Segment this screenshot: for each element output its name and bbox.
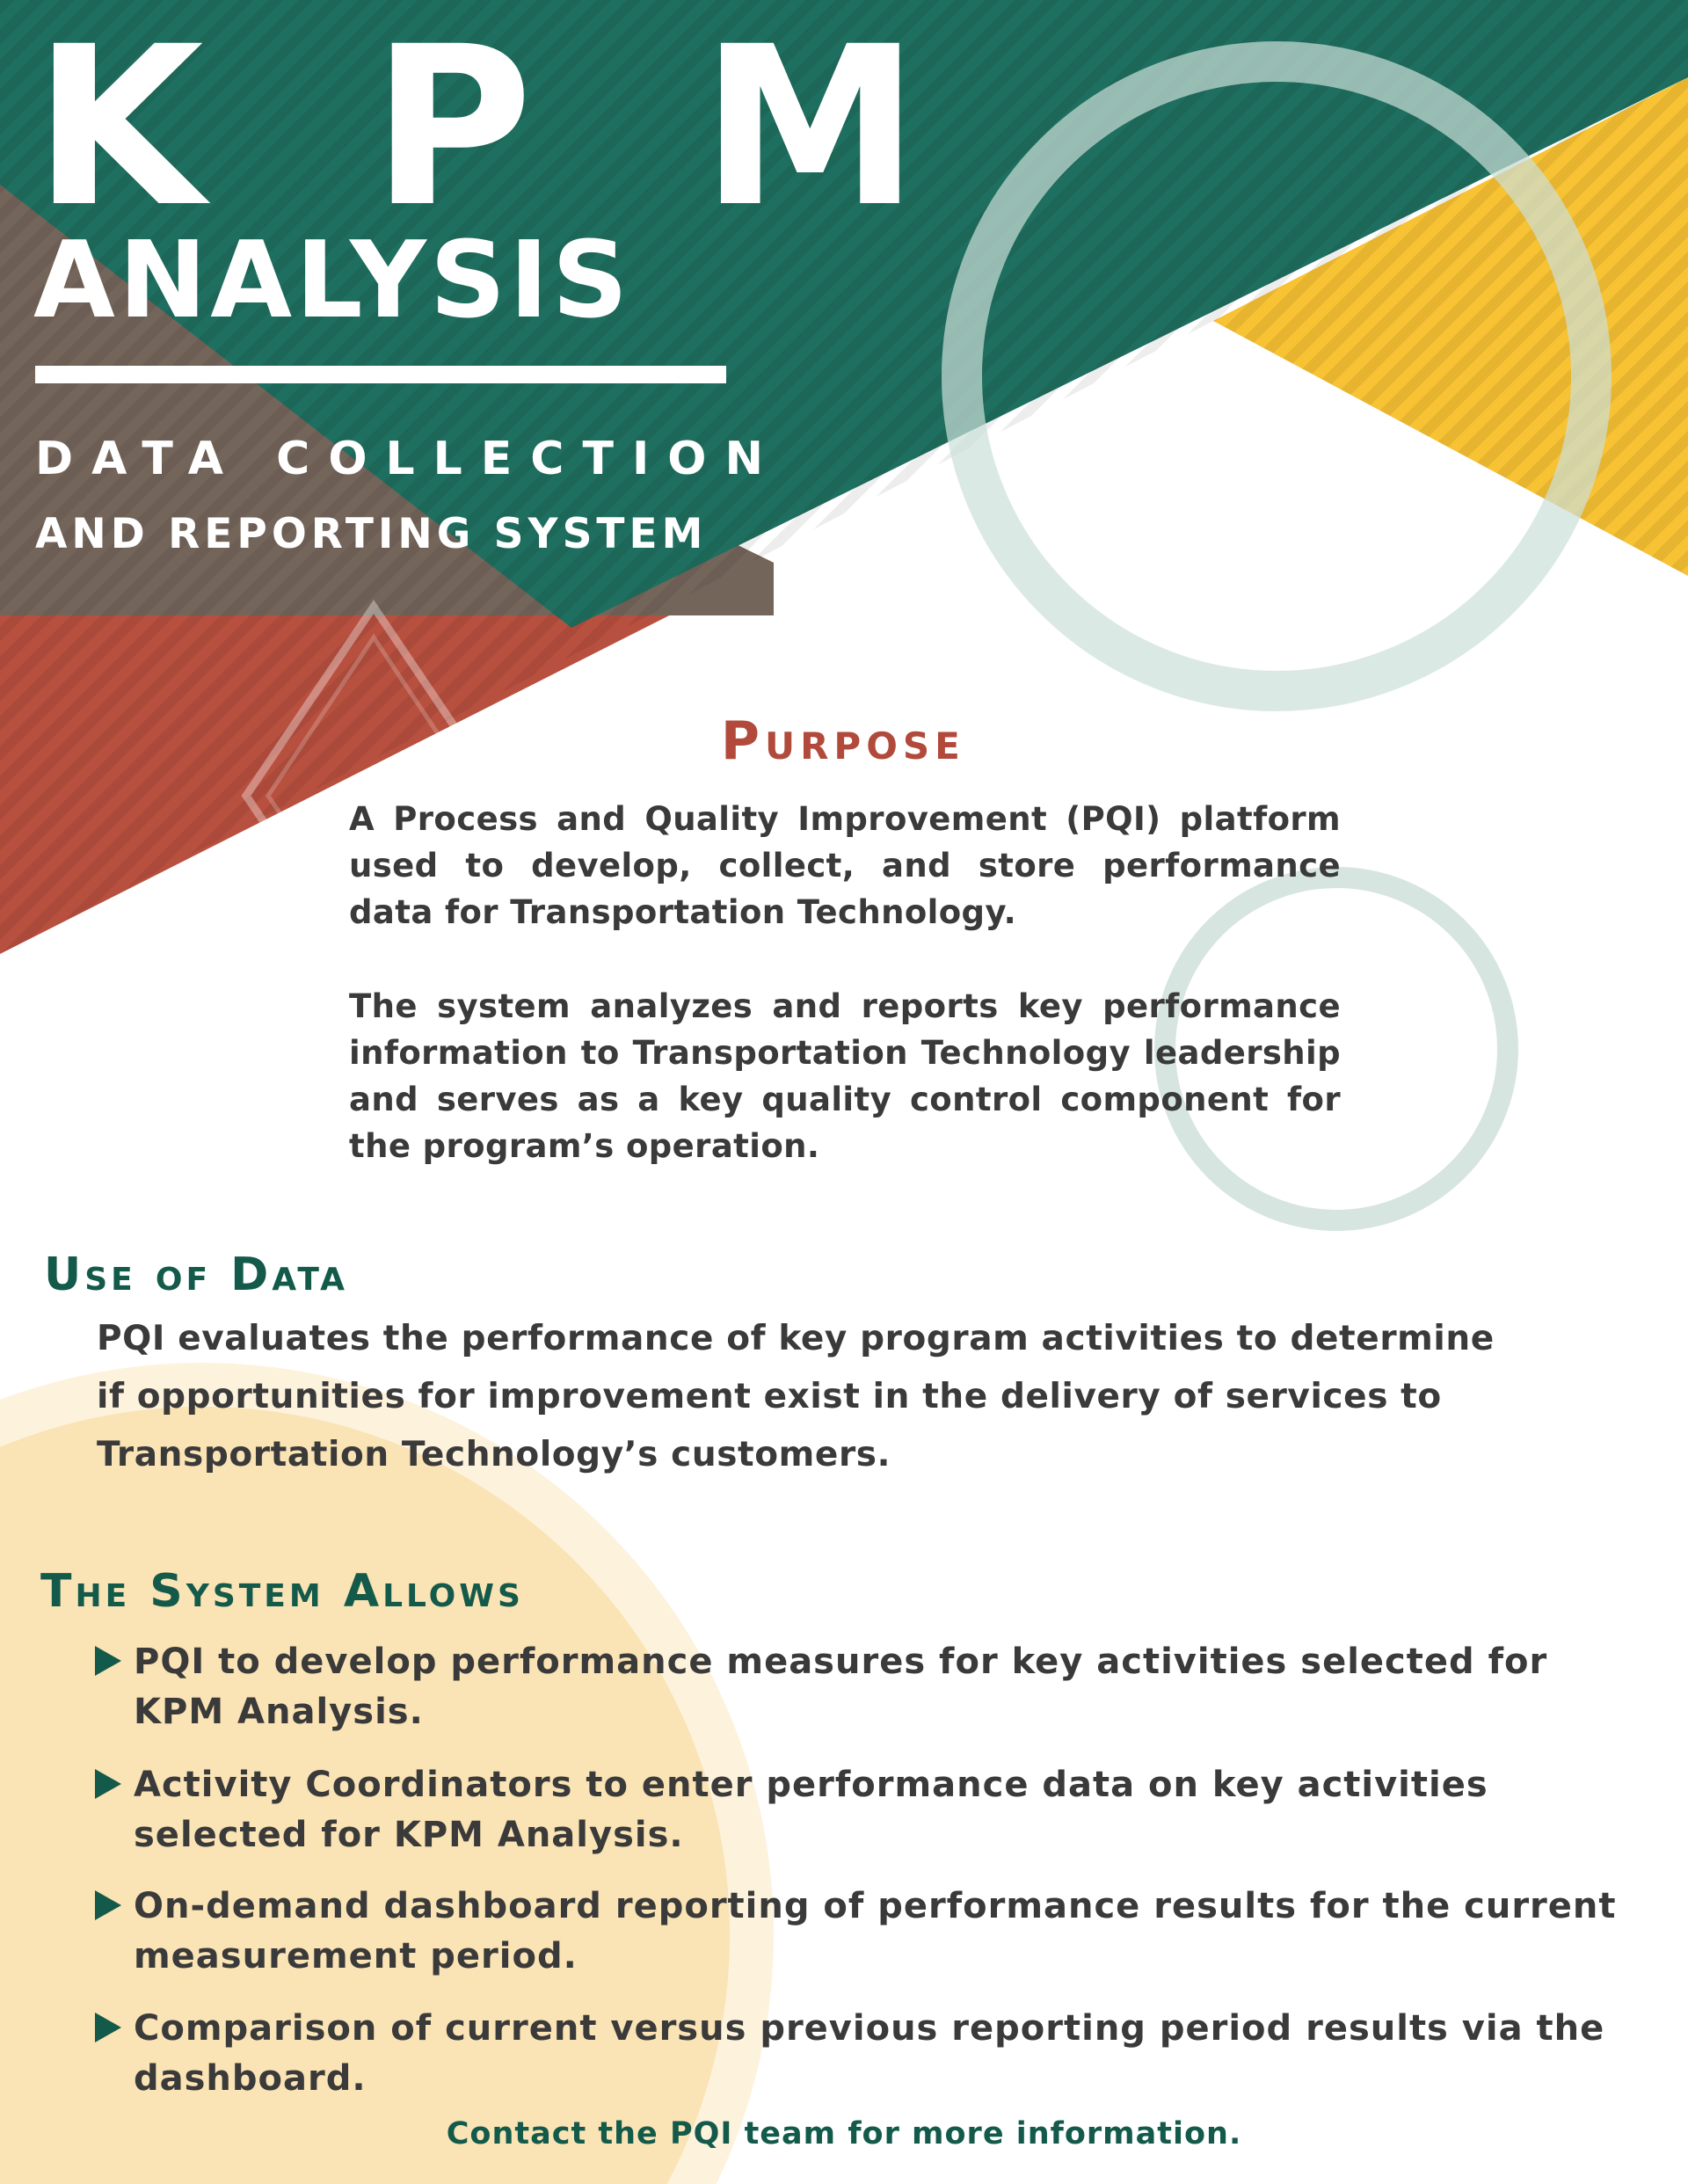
list-item	[95, 1760, 1642, 1860]
list-item-text: Comparison of current versus previous reporting period results via the dashboard.	[134, 2008, 1605, 2099]
purpose-heading: Purpose	[721, 710, 965, 772]
system-allows-heading: The System Allows	[40, 1565, 524, 1618]
triangle-bullet-icon	[95, 1646, 121, 1676]
triangle-bullet-icon	[95, 1890, 121, 1920]
use-of-data-heading: Use of Data	[44, 1249, 348, 1301]
subtitle-line2: AND REPORTING SYSTEM	[35, 510, 708, 558]
subtitle-line1: DATA COLLECTION	[35, 433, 782, 485]
purpose-paragraph-2: The system analyzes and reports key performance information to Transportation Technology leadership and serves as a key quality control component for the program’s operation.	[349, 987, 1341, 1165]
triangle-bullet-icon	[95, 1769, 121, 1799]
list-item	[95, 1637, 1642, 1737]
use-of-data-paragraph: PQI evaluates the performance of key program activities to determine if opportunities for improvement exist in the delivery of services to Transportation Technology’s customers.	[97, 1319, 1495, 1474]
title-analysis: ANALYSIS	[33, 220, 632, 342]
list-item-text: Activity Coordinators to enter performance data on key activities selected for KPM Analysis.	[134, 1765, 1488, 1855]
purpose-paragraph-1: A Process and Quality Improvement (PQI) platform used to develop, collect, and store performance data for Transportation Technology.	[349, 800, 1341, 931]
list-item	[95, 1882, 1642, 1982]
list-item-text: On-demand dashboard reporting of performance results for the current measurement period.	[134, 1886, 1617, 1977]
triangle-bullet-icon	[95, 2013, 121, 2042]
list-item	[95, 2004, 1642, 2104]
title-divider	[35, 366, 726, 383]
contact-footer: Contact the PQI team for more information.	[446, 2116, 1242, 2151]
title-kpm: K P M	[33, 0, 965, 255]
list-item-text: PQI to develop performance measures for key activities selected for KPM Analysis.	[134, 1642, 1548, 1732]
